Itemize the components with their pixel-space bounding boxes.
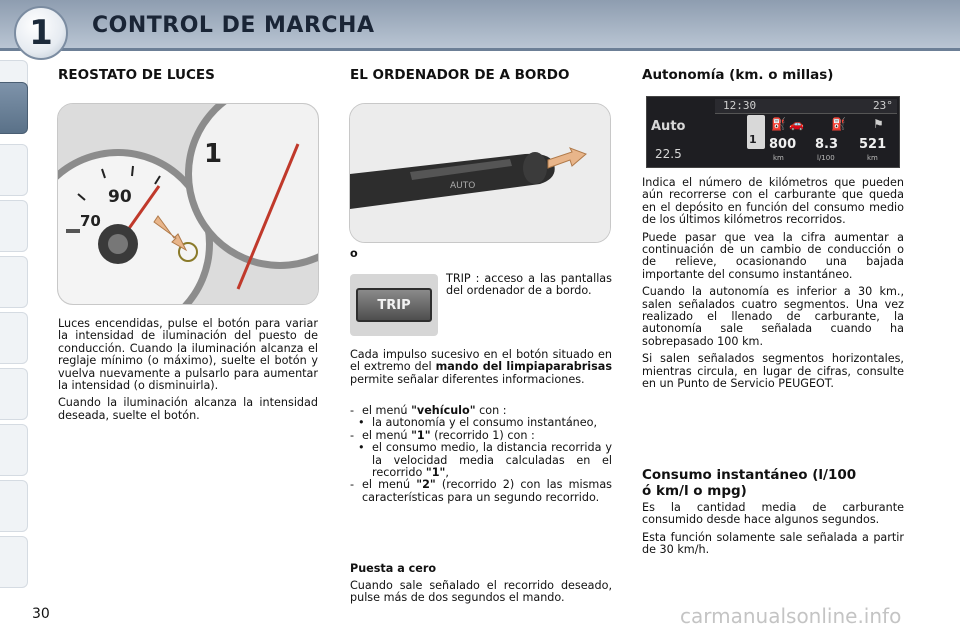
list-subitem xyxy=(350,442,612,479)
menu-text: el menú xyxy=(362,404,408,417)
menu-text: (recorrido 1) con : xyxy=(434,428,535,442)
gauge-label-90: 90 xyxy=(108,187,132,207)
trip-computer-display xyxy=(646,96,900,168)
trip-button[interactable]: TRIP xyxy=(356,288,432,322)
paragraph: Cuando la iluminación alcanza la intensidad deseada, suelte el botón. xyxy=(58,396,318,422)
subitem-text: , xyxy=(445,466,449,480)
display-inside-temp: 22.5 xyxy=(655,147,682,161)
car-icon: 🚗 xyxy=(789,117,804,131)
display-clock: 12:30 xyxy=(723,99,757,112)
subitem-text: la autonomía y el consumo instantáneo, xyxy=(372,416,598,430)
intro-text-end: permite señalar diferentes informaciones. xyxy=(350,372,585,386)
temperature-icon xyxy=(66,229,80,233)
chapter-tab-active[interactable] xyxy=(0,82,28,134)
dash-marker: - xyxy=(350,478,355,492)
list-item xyxy=(350,479,612,504)
section-title-consumo: Consumo instantáneo (l/100 ó km/l o mpg) xyxy=(642,467,857,499)
menu-name: "vehículo" xyxy=(411,404,476,417)
intro-bold: mando del limpiaparabrisas xyxy=(435,360,612,374)
menu-name: "1" xyxy=(425,466,446,480)
chapter-tab[interactable] xyxy=(0,536,28,588)
or-label: o xyxy=(350,247,358,260)
menu-text: con : xyxy=(479,404,507,417)
page-title: CONTROL DE MARCHA xyxy=(92,13,375,38)
menu-text: el menú xyxy=(362,428,408,442)
chapter-tab[interactable] xyxy=(0,424,28,476)
menu-list xyxy=(350,405,612,504)
section-title-ordenador: EL ORDENADOR DE A BORDO xyxy=(350,67,570,83)
chapter-tab[interactable] xyxy=(0,368,28,420)
section-title-autonomia: Autonomía (km. o millas) xyxy=(642,67,834,83)
paragraph: Cuando la autonomía es inferior a 30 km., salen señalados cuatro segmentos. Una vez realizado el llenado de carburante, la autonomía sale señalada cuando ha sobrepasado 100 km. xyxy=(642,285,904,348)
paragraph: Es la cantidad media de carburante consumido desde hace algunos segundos. xyxy=(642,501,904,527)
display-value-distance: 521 xyxy=(859,137,887,152)
dash-marker: - xyxy=(350,404,355,417)
chapter-badge: 1 xyxy=(14,6,68,60)
menu-name: "2" xyxy=(416,478,436,492)
trip-description: TRIP : acceso a las pantallas del ordenador de a bordo. xyxy=(446,272,612,298)
menu-name: "1" xyxy=(411,428,431,442)
bullet-marker: • xyxy=(358,441,365,455)
fuel-drop-icon: ⛽ xyxy=(831,117,846,131)
watermark: carmanualsonline.info xyxy=(680,604,902,628)
bullet-marker: • xyxy=(358,416,365,430)
display-temperature: 23° xyxy=(873,99,893,112)
fuel-pump-icon: ⛽ xyxy=(771,117,786,131)
paragraph: Esta función solamente sale señalada a partir de 30 km/h. xyxy=(642,530,904,557)
header-divider xyxy=(0,48,960,51)
dash-marker: - xyxy=(350,428,355,442)
chapter-tab[interactable] xyxy=(0,200,28,252)
finish-flag-icon: ⚑ xyxy=(873,117,884,131)
menu-text: el menú xyxy=(362,478,411,492)
unit-label: km xyxy=(867,154,878,162)
chapter-tab[interactable] xyxy=(0,480,28,532)
section-title-reostato: REOSTATO DE LUCES xyxy=(58,67,215,83)
gauge-label-70: 70 xyxy=(80,212,101,230)
dashboard-gauge-photo xyxy=(57,103,319,305)
menu-number: 1 xyxy=(749,133,757,146)
reostato-text xyxy=(58,318,318,427)
chapter-tabs xyxy=(0,60,32,580)
reset-text: Cuando sale señalado el recorrido deseado, pulse más de dos segundos el mando. xyxy=(350,579,612,605)
paragraph: Puede pasar que vea la cifra aumentar a continuación de un cambio de conducción o de relieve, ocasionando una bajada importante del consumo instantáneo. xyxy=(642,230,904,281)
paragraph: Si salen señalados segmentos horizontales, mientras circula, en lugar de cifras, consulte en un Punto de Servicio PEUGEOT. xyxy=(642,352,904,391)
wiper-stalk-photo xyxy=(349,103,611,243)
chapter-tab[interactable] xyxy=(0,256,28,308)
subitem-text: el consumo medio, la distancia recorrida y la velocidad media calculadas en el recorrido xyxy=(372,441,612,480)
reset-title: Puesta a cero xyxy=(350,562,437,575)
page-number: 30 xyxy=(32,606,50,622)
stalk-illustration xyxy=(350,104,610,242)
display-auto-mode: Auto xyxy=(651,119,686,134)
unit-label: km xyxy=(773,154,784,162)
gauge-label-1: 1 xyxy=(204,139,223,169)
unit-label: l/100 xyxy=(817,154,835,162)
ordenador-intro xyxy=(350,349,612,386)
intro-text: Cada impulso sucesivo en el botón situado en el extremo del xyxy=(350,348,612,374)
autonomia-text xyxy=(642,177,904,396)
display-value-consumption: 8.3 xyxy=(815,137,839,152)
chapter-tab[interactable] xyxy=(0,144,28,196)
gauge-illustration xyxy=(58,104,318,304)
consumo-text xyxy=(642,502,904,562)
display-value-range: 800 xyxy=(769,137,797,152)
paragraph: Luces encendidas, pulse el botón para variar la intensidad de iluminación del puesto de conducción. Cuando la iluminación alcanza el reglaje mínimo (o máximo), suelte el botón y vuelva nuevamente a pulsarlo para aumentar la intensidad (o disminuirla). xyxy=(58,317,318,393)
menu-text: (recorrido 2) con las mismas características para un segundo recorrido. xyxy=(362,478,612,504)
trip-button-frame xyxy=(350,274,438,336)
paragraph: Indica el número de kilómetros que pueden aún recorrerse con el carburante que queda en el depósito en función del consumo medio de los últimos kilómetros recorridos. xyxy=(642,176,904,227)
chapter-tab[interactable] xyxy=(0,312,28,364)
svg-text:AUTO: AUTO xyxy=(450,181,476,191)
